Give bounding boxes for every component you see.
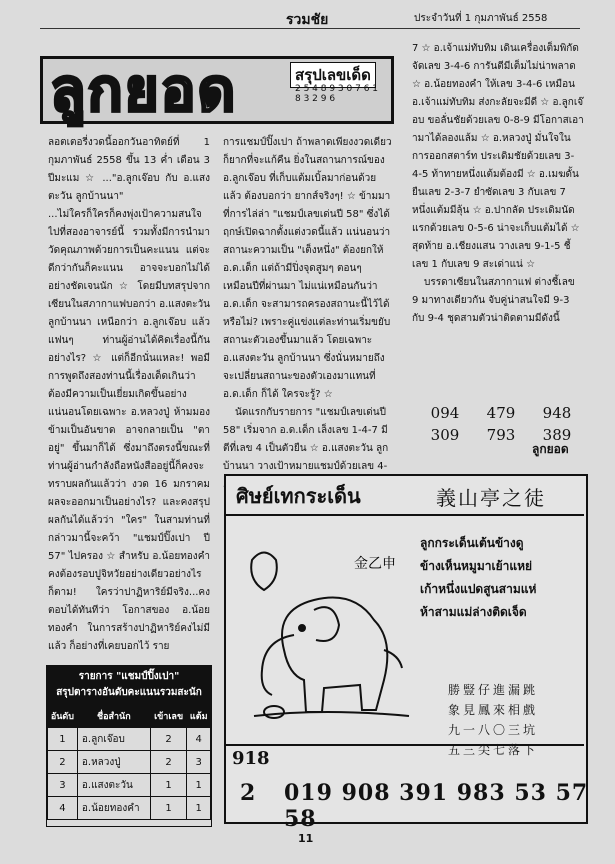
elephant-illustration — [244, 540, 414, 730]
table-cell: 4 — [48, 797, 78, 820]
table-cell: 3 — [187, 751, 211, 774]
chinese-line: 五三尖七落下 — [448, 743, 539, 757]
table-row — [48, 728, 211, 751]
issue-date: ประจำวันที่ 1 กุมภาพันธ์ 2558 — [414, 13, 548, 24]
article-paragraph: ...ไม่ใครก็ใครก็คงพุ่งเป้าความสนใจไปที่สองอาจารย์นี้ รวมทั้งมีการนำมาวัดคุณภาพด้วยการเป็นคะแนน แต่จะดีกว่ากันก็คะแนน อาจจะบอกไม่ได้อย่างชัดเจนนัก ☆ โดยมีบทสรุปจากเซียนในสภากาแฟบอกว่า อ.แสงตะวัน ลูกบ้านนา เหนือกว่า อ.ลูกเจ๊อบ แล้วแฟนๆ ท่านผู้อ่านได้คิดเรื่องนี้กันอย่างไร? ☆ แต่ก็อีกนั่นแหละ! พอมีการพูดถึงสองท่านนี้เรื่องเด็ดเกินว่า ต้องมีความเป็นเยี่ยมเกิดขึ้นอย่างแน่นอนโดยเฉพาะ อ.หลวงปู่ ห้ามมองข้ามเป็นอันขาด อาจกลายเป็น "ตาอยู่" ขึ้นมาก็ได้ ซึ่งมาถึงตรงนี้ขณะที่ท่านผู้อ่านกำลังถือหนังสืออยู่นี้ก็คงจะทราบผลกันแล้วว่า งวด 16 มกราคม ผลจะออกมาเป็นอย่างไร? และคงสรุปผลกันได้แล้วว่า "ใคร" ในสามท่านที่กล่าวมานี้จะคว้า "แชมป์ปิ๊งเปา ปี 57" ไปครอง ☆ สำหรับ อ.น้อยทองคำ คงต้องรอบปูจิหวัยอย่างเดียวอย่างไรก็ตาม! ใครว่าปาฏิหาริย์มีจริง...คงตอบได้ทันทีว่า โอกาสของ อ.น้อยทองคำ ในการสร้างปาฏิหาริย์คงไม่มีแล้ว ก็อย่างที่เคยบอกไว้ ราย — [48, 209, 210, 652]
table-cell: 3 — [48, 774, 78, 797]
article-paragraph: การแชมป์ปิ๊งเปา ถ้าพลาดเพียงงวดเดียวก็ยากที่จะแก้คืน ยิ่งในสถานการณ์ของ อ.ลูกเจ๊อบ ที่เก็บแต้มเบิ้ลมาก่อนด้วยแล้ว ต้องบอกว่า ยากส์จริงๆ! ☆ ข้ามมาที่การไล่ล่า "แชมป์เลขเด่นปี 58" ซึ่งได้ฤกษ์เปิดฉากตั้งแต่งวดนี้แล้ว แน่นอนว่า สถานะความเป็น "เต็งหนึ่ง" ต้องยกให้ อ.ด.เด็ก แต่ถ้ามีปิ่งจุดสูมๆ ตอนๆ เหมือนปีที่ผ่านมา ไม่แน่เหมือนกันว่า อ.ด.เด็ก จะสามารถครองสถานะนี้ไว้ได้หรือไม่? เพราะคู่แข่งแต่ละท่านเริ่มขยับสถานะตัวเองขึ้นมาแล้ว โดยเฉพาะ อ.แสงตะวัน ลูกบ้านนา ซึ่งนั่นหมายถึงจะเปลี่ยนสถานะของตัวเองมาแทนที่ อ.ด.เด็ก ก็ได้ ใครจะรู้? ☆ — [223, 137, 392, 400]
table-cell: 1 — [150, 797, 187, 820]
table-cell: 2 — [150, 728, 187, 751]
author-credit: ลูกยอด — [532, 442, 569, 456]
table-cell: อ.แสงตะวัน — [77, 774, 150, 797]
table-cell: อ.น้อยทองคำ — [77, 797, 150, 820]
single-digit-pick: 2 — [240, 780, 256, 806]
chinese-line: 象見鳳來相戲 — [448, 703, 539, 717]
poem-line: เก้าหนึ่งแปดสูนสามแห่ — [420, 582, 537, 596]
table-row — [48, 797, 211, 820]
poem-line: ห้าสามแม่ล่างติดเจ็ด — [420, 605, 527, 619]
ground-line — [254, 712, 409, 716]
pick-number: 793 — [486, 426, 516, 444]
table-title — [47, 666, 211, 704]
article-paragraph: บรรดาเซียนในสภากาแฟ ต่างชี้เลข 9 มาทางเดียวกัน จับคู่น่าสนใจมี 9-3 กับ 9-4 ชุดสามตัวน่าติดตามมีดังนี้ — [412, 277, 575, 324]
article-paragraph: ลอตเตอรี่งวดนี้ออกวันอาทิตย์ที่ 1 กุมภาพันธ์ 2558 ขึ้น 13 ค่ำ เดือน 3 ปีมะแม ☆ ..."อ.ลูกเจ๊อบ กับ อ.แสงตะวัน ลูกบ้านนา" — [48, 137, 210, 202]
banner-number-swirl: 2 5 4 8 9 3 0 7 6 1 8 3 2 9 6 — [295, 84, 379, 104]
table-cell: 2 — [48, 751, 78, 774]
elephant-ear — [314, 607, 339, 641]
column-title: ลูกยอด — [50, 56, 238, 124]
table-cell: 1 — [187, 797, 211, 820]
pick-number: 309 — [430, 426, 460, 444]
panel-title: ศิษย์เทกระเด็น — [236, 484, 361, 508]
column-header: ชื่อสำนัก — [77, 705, 150, 728]
column-header: แต้ม — [187, 705, 211, 728]
chinese-line: 九一八〇三坑 — [448, 723, 539, 737]
table-cell: 1 — [48, 728, 78, 751]
article-paragraph: นัดแรกกับรายการ "แชมป์เลขเด่นปี 58" เริ่มจาก อ.ด.เด็ก เล็งเลข 1-4-7 มีตีที่เลข 4 เป็นตัวยืน ☆ อ.แสงตะวัน ลูกบ้านนา วางเป้าหมายแชมป์ด้วยเลข 4- — [223, 407, 389, 472]
amulet-figure — [251, 553, 396, 591]
table-cell: 2 — [150, 751, 187, 774]
standings-table — [46, 665, 212, 827]
article-column-3 — [412, 40, 584, 380]
table-title-line2: สรุปตารางอันดับคะแนนรวมสะนัก — [56, 687, 202, 698]
panel-chinese-title: 義山亭之徒 — [436, 486, 546, 510]
table-cell: 4 — [187, 728, 211, 751]
elephant-eye — [299, 625, 305, 631]
table-cell: 1 — [150, 774, 187, 797]
table-title-line1: รายการ "แชมป์ปิ๊งเปา" — [78, 671, 180, 682]
pick-number: 094 — [430, 404, 460, 422]
standings-grid — [47, 704, 211, 820]
table-cell: 1 — [187, 774, 211, 797]
article-paragraph: 7 ☆ อ.เจ้าแม่ทับทิม เดินเครื่องเต็มพิกัด จัดเลข 3-4-6 การันตีมีเต็มไม่น่าพลาด ☆ อ.น้อยทองคำ ให้เลข 3-4-6 เหมือน อ.เจ้าแม่ทับทิม ส่งกะลัยจะมีดี ☆ อ.ลูกเจ๊อบ ขอลั่นชัยด้วยเลข 0-8-9 มีโอกาสเอาามาได้ลองแล้ม ☆ อ.หลวงปู่ มั่นใจในการออกสตาร์ท ประเดิมชัยด้วยเลข 3-4-5 ท้าทายหนึ่งแต้มต้องมี ☆ อ.เมฆดั้น ยืนเลข 2-3-7 ยำซัดเลข 3 กับเลข 7 หนึ่งแต้มมีลุ้น ☆ อ.ปากลัด ประเดิมนัดแรกด้วยเลข 0-5-6 น่าจะเก็บแต้มได้ ☆ สุดท้าย อ.เชียงแสน วางเลข 9-1-5 ชี้เลข 1 กับเลข 9 สะเด่าแน่ ☆ — [412, 43, 584, 270]
poem-line: ข้างเห็นหมูมาเย้าแหย่ — [420, 559, 533, 573]
article-column-1 — [48, 134, 210, 658]
magazine-logo: รวมชัย — [286, 12, 329, 28]
header-rule — [40, 28, 580, 29]
table-row — [48, 751, 211, 774]
pick-number: 948 — [542, 404, 572, 422]
pick-number: 479 — [486, 404, 516, 422]
table-row — [48, 774, 211, 797]
mouse-figure — [264, 706, 284, 718]
chinese-line: 勝豎仔進漏跳 — [448, 683, 539, 697]
table-header-row — [48, 705, 211, 728]
poem-line: ลูกกระเด็นเต้นข้างดู — [420, 536, 524, 550]
lead-number: 918 — [232, 748, 270, 769]
column-header: เข้าเลข — [150, 705, 187, 728]
table-cell: อ.หลวงปู่ — [77, 751, 150, 774]
pick-number: 389 — [542, 426, 572, 444]
column-subtitle: สรุปเลขเด็ด — [290, 62, 376, 88]
page-number: 11 — [298, 832, 314, 845]
bottom-number-picks: 019 908 391 983 53 57 58 — [284, 780, 589, 832]
column-header: อันดับ — [48, 705, 78, 728]
amulet-text: 金乙申 — [354, 556, 396, 572]
lucky-poem — [420, 532, 536, 624]
table-cell: อ.ลูกเจ๊อบ — [77, 728, 150, 751]
